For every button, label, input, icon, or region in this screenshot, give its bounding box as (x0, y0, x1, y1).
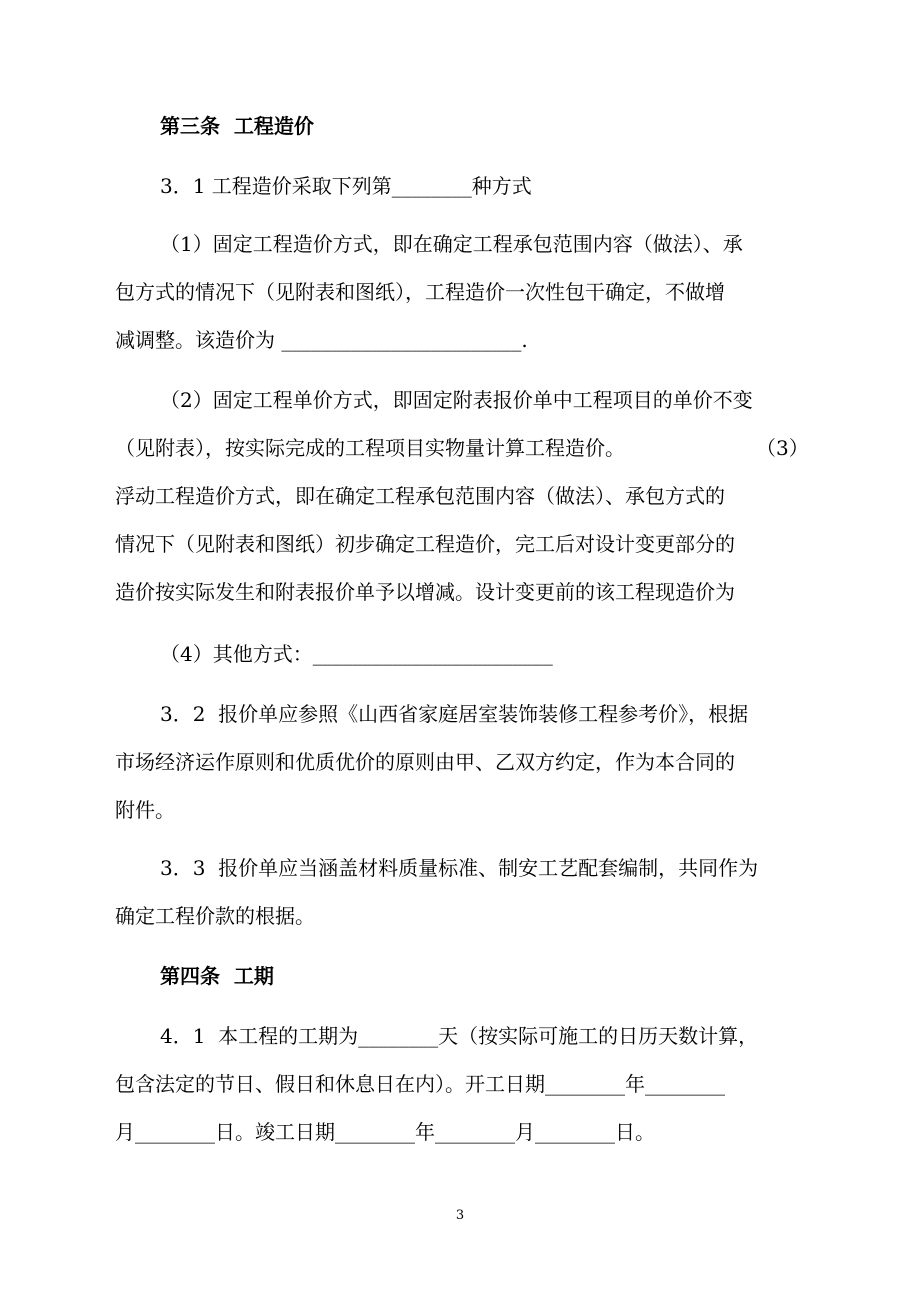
clause-3-2-line-2: 市场经济运作原则和优质优价的原则由甲、乙双方约定，作为本合同的 (115, 750, 735, 774)
item-3-line-2: 情况下（见附表和图纸）初步确定工程造价，完工后对设计变更部分的 (115, 532, 735, 556)
clause-4-1-line-2: 包含法定的节日、假日和休息日在内）。开工日期________年________ (115, 1072, 725, 1096)
clause-3-3-line-1: 3．3 报价单应当涵盖材料质量标准、制安工艺配套编制，共同作为 (160, 856, 759, 880)
item-2-line-1: （2）固定工程单价方式，即固定附表报价单中工程项目的单价不变 (160, 388, 753, 412)
item-2-line-2: （见附表），按实际完成的工程项目实物量计算工程造价。 (115, 436, 625, 460)
item-4-line-1: （4）其他方式：________________________ (160, 642, 553, 666)
clause-3-2-line-1: 3．2 报价单应参照《山西省家庭居室装饰装修工程参考价》，根据 (160, 702, 749, 726)
item-3-line-1: 浮动工程造价方式，即在确定工程承包范围内容（做法）、承包方式的 (115, 484, 725, 508)
item-3-marker: （3） (756, 436, 809, 460)
clause-3-1: 3．1 工程造价采取下列第________种方式 (160, 174, 532, 198)
section-4-heading: 第四条 工期 (160, 964, 274, 988)
clause-4-1-line-1: 4．1 本工程的工期为________天（按实际可施工的日历天数计算， (160, 1024, 759, 1048)
page-number: 3 (455, 1208, 465, 1223)
section-3-heading: 第三条 工程造价 (160, 114, 314, 138)
item-1-line-2: 包方式的情况下（见附表和图纸），工程造价一次性包干确定，不做增 (115, 280, 725, 304)
clause-4-1-line-3: 月________日。竣工日期________年________月________日。 (115, 1120, 655, 1144)
item-3-line-3: 造价按实际发生和附表报价单予以增减。设计变更前的该工程现造价为 (115, 580, 735, 604)
item-1-line-1: （1）固定工程造价方式，即在确定工程承包范围内容（做法）、承 (160, 232, 743, 256)
clause-3-3-line-2: 确定工程价款的根据。 (115, 904, 315, 928)
item-1-line-3: 减调整。该造价为 ________________________. (115, 328, 528, 352)
clause-3-2-line-3: 附件。 (115, 798, 175, 822)
